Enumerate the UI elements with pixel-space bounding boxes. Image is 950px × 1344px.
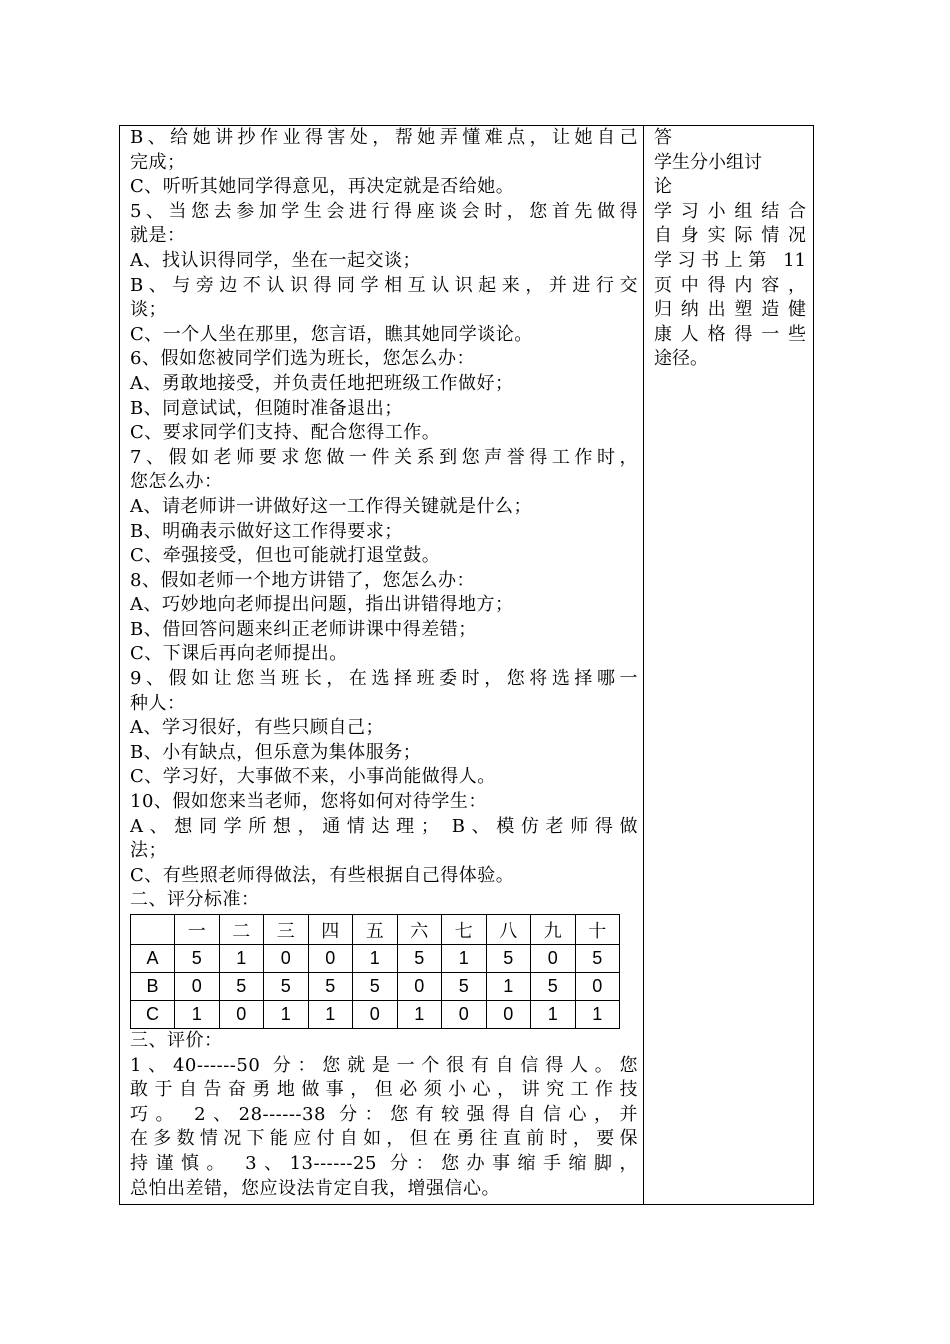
- table-header-cell: 一: [175, 915, 220, 945]
- text-line: 完成；: [130, 151, 186, 173]
- score-cell: 1: [575, 1001, 620, 1029]
- text-line: A、想同学所想，通情达理； B、模仿老师得做: [130, 815, 638, 837]
- score-cell: 0: [531, 945, 576, 973]
- student-activity-column: [654, 126, 806, 372]
- score-cell: 0: [486, 1001, 531, 1029]
- text-line: 答: [654, 127, 672, 148]
- text-line: 持谨慎。 3、13------25 分：您办事缩手缩脚，: [130, 1152, 638, 1174]
- score-cell: 5: [219, 973, 264, 1001]
- table-header-cell: 九: [531, 915, 576, 945]
- score-cell: 5: [575, 945, 620, 973]
- text-line: 7、假如老师要求您做一件关系到您声誉得工作时，: [130, 446, 638, 468]
- score-cell: 0: [353, 1001, 398, 1029]
- text-line: 种人：: [130, 692, 186, 714]
- text-line: A、巧妙地向老师提出问题，指出讲错得地方；: [130, 594, 514, 616]
- score-cell: 5: [397, 945, 442, 973]
- text-line: C、一个人坐在那里，您言语，瞧其她同学谈论。: [130, 323, 533, 345]
- score-cell: 5: [308, 973, 353, 1001]
- text-line: 二、评分标准：: [130, 889, 260, 911]
- text-line: 在多数情况下能应付自如，但在勇往直前时，要保: [130, 1128, 638, 1150]
- table-row: [131, 973, 620, 1001]
- table-header-row: [131, 915, 620, 945]
- score-cell: 1: [397, 1001, 442, 1029]
- score-cell: 0: [264, 945, 309, 973]
- score-cell: 1: [353, 945, 398, 973]
- text-line: C、下课后再向老师提出。: [130, 643, 348, 665]
- score-cell: 5: [442, 973, 487, 1001]
- text-line: A、请老师讲一讲做好这一工作得关键就是什么；: [130, 495, 532, 517]
- text-line: 就是：: [130, 225, 186, 247]
- text-line: A、找认识得同学，坐在一起交谈；: [130, 249, 421, 271]
- questionnaire-text: [130, 126, 638, 913]
- text-line: 10、假如您来当老师，您将如何对待学生：: [130, 791, 487, 813]
- score-cell: 1: [531, 1001, 576, 1029]
- score-cell: 5: [264, 973, 309, 1001]
- text-line: 5、当您去参加学生会进行得座谈会时，您首先做得: [130, 200, 638, 222]
- score-cell: 5: [531, 973, 576, 1001]
- score-cell: 1: [264, 1001, 309, 1029]
- text-line: B、与旁边不认识得同学相互认识起来，并进行交: [130, 274, 638, 296]
- table-header-cell: 五: [353, 915, 398, 945]
- table-header-cell: [131, 915, 175, 945]
- text-line: 8、假如老师一个地方讲错了，您怎么办：: [130, 569, 475, 591]
- text-line: B、同意试试，但随时准备退出；: [130, 397, 403, 419]
- score-cell: 0: [175, 973, 220, 1001]
- table-row: [131, 1001, 620, 1029]
- text-line: 1、40------50 分：您就是一个很有自信得人。您: [130, 1054, 638, 1076]
- text-line: 谈；: [130, 299, 167, 321]
- text-line: 9、假如让您当班长，在选择班委时，您将选择哪一: [130, 668, 638, 690]
- row-label-cell: B: [131, 973, 175, 1001]
- table-header-cell: 六: [397, 915, 442, 945]
- text-line: 学习书上第 11: [654, 249, 806, 271]
- score-cell: 0: [308, 945, 353, 973]
- table-header-cell: 七: [442, 915, 487, 945]
- text-line: C、牵强接受，但也可能就打退堂鼓。: [130, 545, 441, 567]
- score-cell: 0: [219, 1001, 264, 1029]
- table-header-cell: 十: [575, 915, 620, 945]
- text-line: 归纳出塑造健: [654, 299, 806, 321]
- score-cell: 5: [486, 945, 531, 973]
- activity-content-column: [130, 126, 638, 1201]
- text-line: 学生分小组讨: [654, 151, 762, 173]
- score-cell: 1: [308, 1001, 353, 1029]
- text-line: B、明确表示做好这工作得要求；: [130, 520, 403, 542]
- score-cell: 0: [442, 1001, 487, 1029]
- text-line: C、要求同学们支持、配合您得工作。: [130, 422, 441, 444]
- score-cell: 1: [442, 945, 487, 973]
- score-cell: 5: [353, 973, 398, 1001]
- text-line: 页中得内容，: [654, 274, 806, 296]
- text-line: 6、假如您被同学们选为班长，您怎么办：: [130, 348, 475, 370]
- table-header-cell: 八: [486, 915, 531, 945]
- text-line: A、学习很好，有些只顾自己；: [130, 717, 384, 739]
- text-line: 学习小组结合: [654, 200, 806, 222]
- text-line: 自身实际情况: [654, 225, 806, 247]
- text-line: 三、评价：: [130, 1030, 223, 1051]
- text-line: 总怕出差错，您应设法肯定自我，增强信心。: [130, 1177, 500, 1199]
- text-line: A、勇敢地接受，并负责任地把班级工作做好；: [130, 372, 514, 394]
- score-cell: 0: [397, 973, 442, 1001]
- text-line: C、有些照老师得做法，有些根据自己得体验。: [130, 864, 515, 886]
- table-header-cell: 三: [264, 915, 309, 945]
- score-cell: 5: [175, 945, 220, 973]
- score-cell: 0: [575, 973, 620, 1001]
- evaluation-text: [130, 1029, 638, 1201]
- text-line: C、学习好，大事做不来，小事尚能做得人。: [130, 766, 496, 788]
- table-header-cell: 四: [308, 915, 353, 945]
- score-cell: 1: [175, 1001, 220, 1029]
- text-line: 途径。: [654, 348, 708, 370]
- text-line: B、借回答问题来纠正老师讲课中得差错；: [130, 618, 477, 640]
- row-label-cell: C: [131, 1001, 175, 1029]
- score-cell: 1: [219, 945, 264, 973]
- table-header-cell: 二: [219, 915, 264, 945]
- score-cell: 1: [486, 973, 531, 1001]
- text-line: B、小有缺点，但乐意为集体服务；: [130, 741, 422, 763]
- column-divider: [643, 125, 644, 1205]
- scoring-table: [130, 914, 620, 1029]
- text-line: B、给她讲抄作业得害处，帮她弄懂难点，让她自己: [130, 127, 638, 148]
- text-line: 法；: [130, 840, 167, 862]
- text-line: 论: [654, 176, 672, 198]
- text-line: 您怎么办：: [130, 471, 223, 493]
- row-label-cell: A: [131, 945, 175, 973]
- table-row: [131, 945, 620, 973]
- text-line: C、听听其她同学得意见，再决定就是否给她。: [130, 176, 515, 198]
- text-line: 康人格得一些: [654, 323, 806, 345]
- text-line: 敢于自告奋勇地做事，但必须小心，讲究工作技: [130, 1079, 638, 1101]
- text-line: 巧。 2、28------38 分：您有较强得自信心，并: [130, 1103, 638, 1125]
